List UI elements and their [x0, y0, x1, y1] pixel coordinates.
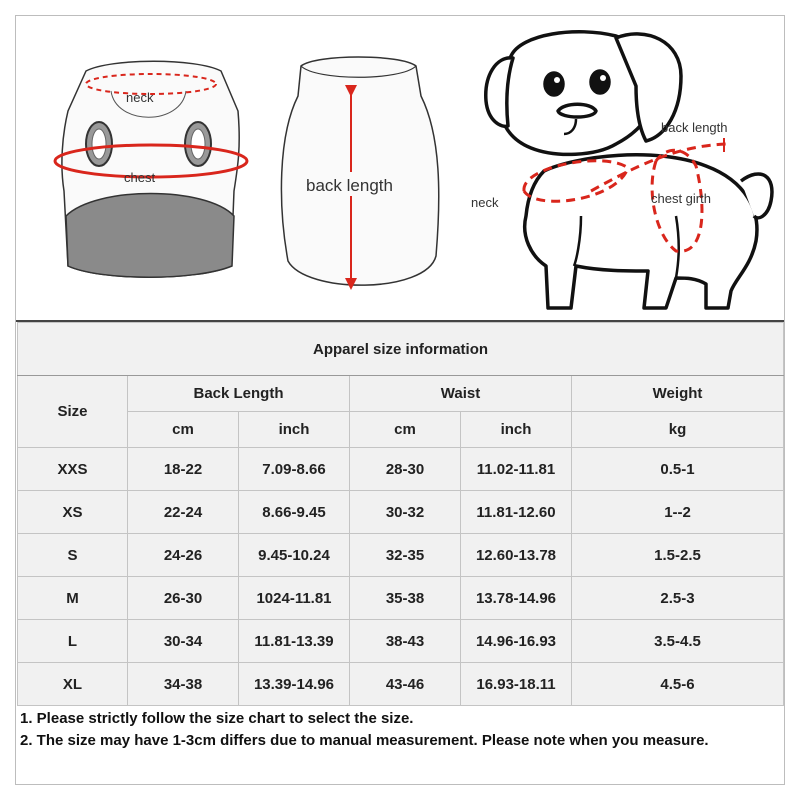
vest-front-illustration: [55, 61, 247, 277]
header-back-cm: cm: [128, 412, 239, 448]
table-row: [18, 620, 784, 663]
cell-weight: 1.5-2.5: [572, 534, 784, 577]
cell-size: L: [18, 620, 128, 663]
cell-size: XL: [18, 663, 128, 706]
cell-size: XS: [18, 491, 128, 534]
note-2: 2. The size may have 1-3cm differs due to manual measurement. Please note when you measure.: [20, 732, 709, 749]
cell-weight: 1--2: [572, 491, 784, 534]
cell-size: M: [18, 577, 128, 620]
header-waist-cm: cm: [350, 412, 461, 448]
cell-back-inch: 9.45-10.24: [239, 534, 350, 577]
cell-waist-cm: 32-35: [350, 534, 461, 577]
note-1: 1. Please strictly follow the size chart to select the size.: [20, 710, 414, 727]
cell-waist-cm: 35-38: [350, 577, 461, 620]
table-row: [18, 534, 784, 577]
cell-size: S: [18, 534, 128, 577]
cell-back-inch: 11.81-13.39: [239, 620, 350, 663]
dog-neck-label: neck: [471, 195, 499, 210]
cell-waist-inch: 11.81-12.60: [461, 491, 572, 534]
cell-weight: 0.5-1: [572, 448, 784, 491]
vest-back-illustration: [281, 57, 438, 285]
table-row: [18, 577, 784, 620]
cell-waist-inch: 11.02-11.81: [461, 448, 572, 491]
cell-back-cm: 26-30: [128, 577, 239, 620]
cell-back-inch: 1024-11.81: [239, 577, 350, 620]
cell-back-cm: 34-38: [128, 663, 239, 706]
cell-weight: 4.5-6: [572, 663, 784, 706]
chest-label: chest: [124, 170, 156, 185]
dog-illustration: [486, 32, 772, 308]
cell-back-cm: 22-24: [128, 491, 239, 534]
header-waist: Waist: [350, 376, 572, 412]
dog-chest-girth-label: chest girth: [651, 191, 711, 206]
back-length-label: back length: [306, 176, 393, 195]
cell-back-cm: 18-22: [128, 448, 239, 491]
cell-size: XXS: [18, 448, 128, 491]
cell-waist-cm: 30-32: [350, 491, 461, 534]
header-weight-kg: kg: [572, 412, 784, 448]
table-row: [18, 448, 784, 491]
cell-back-inch: 13.39-14.96: [239, 663, 350, 706]
cell-waist-inch: 14.96-16.93: [461, 620, 572, 663]
header-weight: Weight: [572, 376, 784, 412]
cell-waist-inch: 12.60-13.78: [461, 534, 572, 577]
table-title: Apparel size information: [18, 323, 784, 376]
cell-back-cm: 24-26: [128, 534, 239, 577]
neck-label: neck: [126, 90, 154, 105]
cell-waist-cm: 38-43: [350, 620, 461, 663]
header-waist-inch: inch: [461, 412, 572, 448]
dog-back-length-label: back length: [661, 120, 728, 135]
size-notes: [20, 708, 780, 752]
cell-weight: 3.5-4.5: [572, 620, 784, 663]
measurement-illustrations: [16, 16, 784, 320]
cell-back-cm: 30-34: [128, 620, 239, 663]
table-row: [18, 491, 784, 534]
cell-waist-cm: 28-30: [350, 448, 461, 491]
size-table: [17, 322, 784, 706]
cell-waist-cm: 43-46: [350, 663, 461, 706]
header-size: Size: [18, 376, 128, 448]
cell-waist-inch: 16.93-18.11: [461, 663, 572, 706]
cell-back-inch: 8.66-9.45: [239, 491, 350, 534]
header-back-inch: inch: [239, 412, 350, 448]
cell-waist-inch: 13.78-14.96: [461, 577, 572, 620]
header-back-length: Back Length: [128, 376, 350, 412]
cell-back-inch: 7.09-8.66: [239, 448, 350, 491]
cell-weight: 2.5-3: [572, 577, 784, 620]
table-row: [18, 663, 784, 706]
